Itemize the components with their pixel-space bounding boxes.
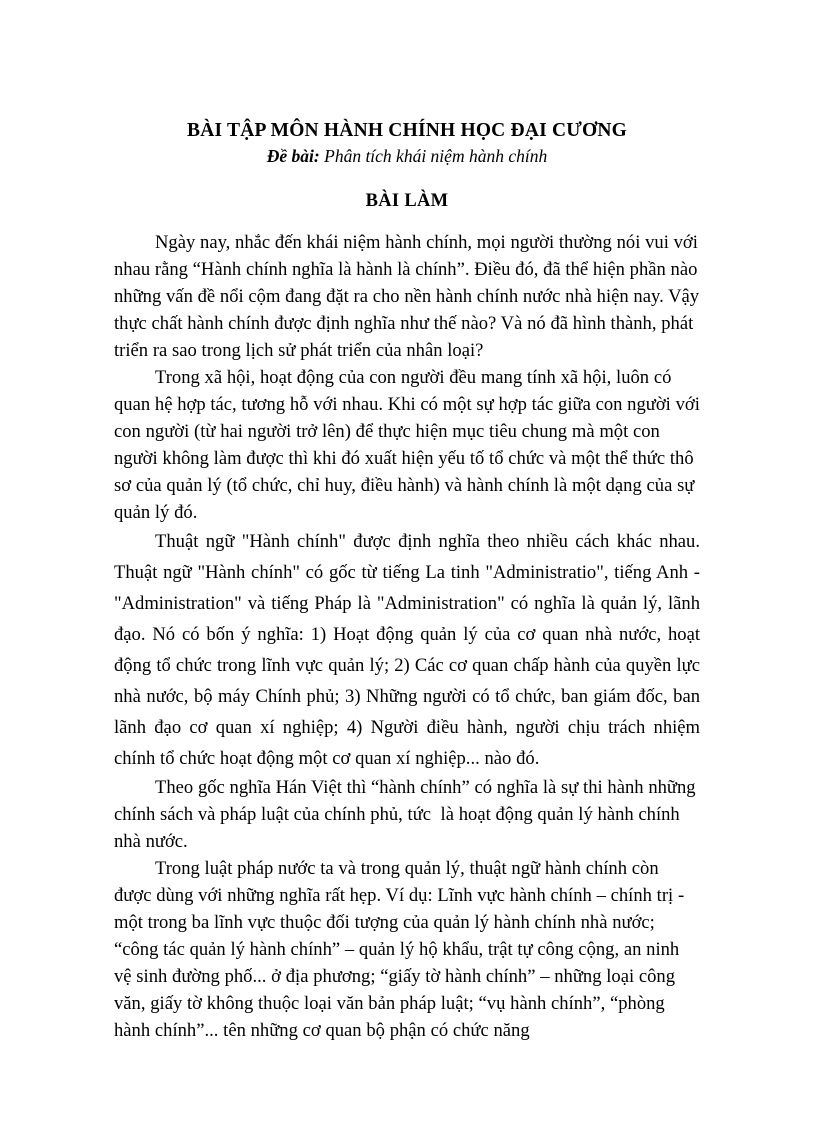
paragraph-2: Trong xã hội, hoạt động của con người đều mang tính xã hội, luôn có quan hệ hợp tác, tương hỗ với nhau. Khi có một sự hợp tác giữa con người với con người (từ hai người trở lên) để thực hiện mục tiêu chung mà một con người không làm được thì khi đó xuất hiện yếu tố tổ chức và một thể thức thô sơ của quản lý (tổ chức, chỉ huy, điều hành) và hành chính là một dạng của sự quản lý đó. <box>114 367 700 524</box>
paragraph-3: Thuật ngữ "Hành chính" được định nghĩa theo nhiều cách khác nhau. Thuật ngữ "Hành chính" có gốc từ tiếng La tinh "Administratio", tiếng Anh - "Administration" và tiếng Pháp là "Administration" có nghĩa là quản lý, lãnh đạo. Nó có bốn ý nghĩa: 1) Hoạt động quản lý của cơ quan nhà nước, hoạt động tổ chức trong lĩnh vực quản lý; 2) Các cơ quan chấp hành của quyền lực nhà nước, bộ máy Chính phủ; 3) Những người có tổ chức, ban giám đốc, ban lãnh đạo cơ quan xí nghiệp; 4) Người điều hành, người chịu trách nhiệm chính tổ chức hoạt động một cơ quan xí nghiệp... nào đó. <box>114 531 700 770</box>
document-subtitle-rest: Phân tích khái niệm hành chính <box>319 145 548 166</box>
document-title: BÀI TẬP MÔN HÀNH CHÍNH HỌC ĐẠI CƯƠNG <box>186 120 627 141</box>
document-subtitle-lead: Đề bài: <box>266 145 320 166</box>
paragraph-4: Theo gốc nghĩa Hán Việt thì “hành chính” có nghĩa là sự thi hành những chính sách và pháp luật của chính phủ, tức là hoạt động quản lý hành chính nhà nước. <box>114 777 701 853</box>
section-heading-bai-lam: BÀI LÀM <box>365 191 449 212</box>
document-body <box>114 118 700 1044</box>
document-subtitle <box>114 145 700 168</box>
paragraph-1: Ngày nay, nhắc đến khái niệm hành chính, mọi người thường nói vui với nhau rằng “Hành chính nghĩa là hành là chính”. Điều đó, đã thể hiện phần nào những vấn đề nổi cộm đang đặt ra cho nền hành chính nước nhà hiện nay. Vậy thực chất hành chính được định nghĩa như thế nào? Và nó đã hình thành, phát triển ra sao trong lịch sử phát triển của nhân loại? <box>114 232 700 362</box>
paragraph-5: Trong luật pháp nước ta và trong quản lý, thuật ngữ hành chính còn được dùng với những nghĩa rất hẹp. Ví dụ: Lĩnh vực hành chính – chính trị - một trong ba lĩnh vực thuộc đối tượng của quản lý hành chính nhà nước; “công tác quản lý hành chính” – quản lý hộ khẩu, trật tự công cộng, an ninh vệ sinh đường phố... ở địa phương; “giấy tờ hành chính” – những loại công văn, giấy tờ không thuộc loại văn bản pháp luật; “vụ hành chính”, “phòng hành chính”... tên những cơ quan bộ phận có chức năng <box>114 858 689 1042</box>
